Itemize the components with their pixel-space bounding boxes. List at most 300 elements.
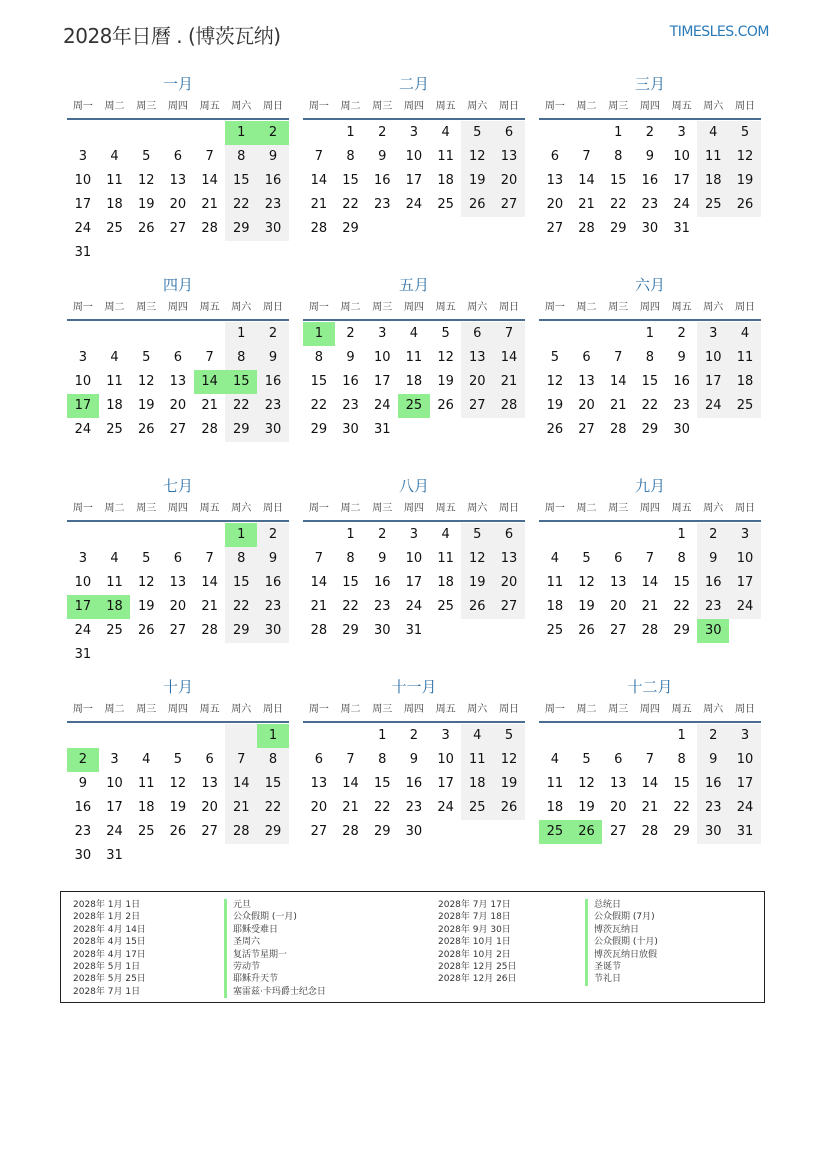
day-cell: 20 (169, 197, 187, 212)
weekday-label: 周日 (262, 704, 283, 715)
month-block (303, 474, 525, 675)
day-cell: 14 (310, 173, 328, 188)
weekday-label: 周一 (72, 704, 93, 715)
weekday-label: 周五 (199, 704, 220, 715)
day-cell: 18 (106, 398, 123, 413)
day-cell: 26 (546, 422, 564, 437)
day-cell: 29 (609, 221, 627, 236)
weekday-label: 周六 (231, 101, 252, 112)
day-cell: 17 (729, 571, 761, 595)
legend-date: 2028年 9月 30日 (438, 924, 511, 935)
day-cell: 23 (257, 394, 289, 418)
legend-dates-right (438, 899, 517, 986)
day-cell: 29 (225, 418, 257, 442)
day-cell: 6 (173, 149, 183, 164)
weekday-header (67, 297, 289, 321)
day-cell: 23 (373, 599, 391, 614)
weekday-label: 周五 (435, 302, 456, 313)
day-cell: 20 (578, 398, 595, 413)
day-cell: 19 (169, 800, 187, 815)
day-grid (539, 724, 761, 844)
weekday-label: 周三 (136, 302, 157, 313)
day-cell: 22 (373, 800, 391, 815)
empty-cell (493, 820, 525, 844)
day-cell: 19 (578, 599, 595, 614)
day-cell: 13 (201, 776, 218, 791)
empty-cell (571, 523, 603, 547)
day-cell: 26 (461, 595, 493, 619)
empty-cell (99, 523, 131, 547)
day-cell: 25 (437, 197, 454, 212)
empty-cell (729, 217, 761, 241)
day-cell: 29 (257, 820, 289, 844)
month-name: 一月 (162, 75, 193, 93)
day-cell: 23 (373, 197, 391, 212)
day-cell: 25 (106, 623, 123, 638)
day-cell: 24 (697, 394, 729, 418)
day-cell: 19 (437, 374, 454, 389)
day-cell: 12 (137, 575, 155, 590)
month-block (303, 273, 525, 474)
day-cell: 3 (78, 350, 87, 365)
day-cell: 16 (373, 575, 391, 590)
day-cell: 1 (645, 326, 655, 341)
day-cell: 6 (314, 752, 323, 767)
day-cell: 28 (578, 221, 595, 236)
month-block (303, 675, 525, 876)
day-cell: 26 (578, 623, 595, 638)
day-cell: 10 (74, 575, 92, 590)
day-cell: 5 (441, 326, 450, 341)
day-cell: 22 (257, 796, 289, 820)
day-cell: 10 (106, 776, 123, 791)
day-cell: 3 (78, 149, 87, 164)
day-cell: 12 (729, 145, 761, 169)
day-cell: 6 (461, 322, 493, 346)
legend-date: 2028年 10月 1日 (438, 937, 511, 948)
day-cell: 7 (314, 149, 323, 164)
day-cell: 24 (74, 221, 92, 236)
weekday-label: 周三 (608, 101, 629, 112)
legend-date: 2028年 7月 18日 (438, 912, 511, 923)
empty-cell (461, 820, 493, 844)
month-block (539, 273, 761, 474)
day-cell: 12 (578, 575, 595, 590)
month-name: 四月 (162, 276, 193, 294)
day-cell: 8 (314, 350, 323, 365)
site-brand[interactable]: TIMESLES.COM (669, 24, 769, 40)
day-cell: 10 (405, 551, 423, 566)
weekday-label: 周一 (72, 101, 93, 112)
weekday-label: 周一 (72, 302, 93, 313)
day-cell: 1 (677, 527, 686, 542)
day-cell: 9 (645, 149, 655, 164)
empty-cell (303, 724, 335, 748)
empty-cell (99, 241, 131, 265)
day-cell: 11 (405, 350, 423, 365)
empty-cell (225, 844, 257, 868)
day-cell: 22 (225, 595, 257, 619)
day-cell: 2 (257, 121, 289, 145)
day-cell: 2 (378, 125, 387, 140)
day-cell: 24 (405, 599, 423, 614)
day-cell: 28 (201, 422, 218, 437)
day-cell: 30 (697, 619, 729, 643)
day-cell: 24 (673, 197, 690, 212)
day-cell: 15 (609, 173, 627, 188)
day-cell: 15 (373, 776, 391, 791)
empty-cell (602, 523, 634, 547)
day-cell: 14 (609, 374, 627, 389)
day-cell: 13 (493, 547, 525, 571)
day-cell: 7 (645, 752, 655, 767)
day-cell: 17 (74, 197, 92, 212)
day-cell: 19 (578, 800, 595, 815)
weekday-label: 周六 (703, 704, 724, 715)
empty-cell (634, 523, 666, 547)
day-cell: 31 (373, 422, 391, 437)
empty-cell (130, 844, 162, 868)
day-cell: 27 (169, 623, 187, 638)
day-cell: 15 (310, 374, 328, 389)
day-cell: 4 (142, 752, 151, 767)
day-cell: 9 (257, 346, 289, 370)
day-grid (303, 322, 525, 442)
day-cell: 19 (137, 398, 155, 413)
weekday-label: 周日 (734, 302, 755, 313)
day-cell: 1 (225, 121, 257, 145)
weekday-label: 周四 (639, 302, 660, 313)
day-cell: 21 (201, 398, 218, 413)
legend-holiday-name: 博茨瓦纳日放假 (585, 949, 658, 961)
empty-cell (162, 643, 194, 667)
day-cell: 13 (461, 346, 493, 370)
legend-date: 2028年 7月 17日 (438, 900, 511, 910)
day-cell: 9 (677, 350, 686, 365)
day-cell: 22 (225, 193, 257, 217)
day-cell: 16 (673, 374, 690, 389)
day-cell: 1 (614, 125, 623, 140)
day-cell: 3 (378, 326, 387, 341)
day-cell: 6 (173, 551, 183, 566)
day-cell: 30 (373, 623, 391, 638)
empty-cell (539, 322, 571, 346)
day-cell: 5 (550, 350, 559, 365)
day-cell: 23 (74, 824, 92, 839)
day-cell: 11 (106, 374, 123, 389)
weekday-label: 周日 (498, 101, 519, 112)
day-cell: 13 (493, 145, 525, 169)
day-cell: 24 (437, 800, 454, 815)
day-cell: 20 (609, 800, 627, 815)
day-cell: 8 (225, 145, 257, 169)
empty-cell (99, 643, 131, 667)
empty-cell (99, 322, 131, 346)
day-cell: 25 (729, 394, 761, 418)
weekday-label: 周二 (104, 101, 125, 112)
day-cell: 1 (346, 527, 355, 542)
day-cell: 30 (697, 820, 729, 844)
weekday-label: 周六 (703, 302, 724, 313)
empty-cell (194, 523, 226, 547)
day-cell: 22 (342, 197, 359, 212)
day-cell: 30 (405, 824, 423, 839)
weekday-label: 周四 (167, 302, 188, 313)
legend-holiday-name: 公众假期 (一月) (224, 911, 326, 923)
weekday-label: 周四 (403, 101, 424, 112)
day-cell: 14 (225, 772, 257, 796)
legend-date: 2028年 7月 1日 (73, 986, 141, 997)
day-cell: 15 (673, 575, 690, 590)
day-cell: 6 (550, 149, 559, 164)
empty-cell (398, 217, 430, 241)
empty-cell (571, 121, 603, 145)
day-cell: 15 (225, 169, 257, 193)
empty-cell (571, 724, 603, 748)
day-cell: 1 (346, 125, 355, 140)
empty-cell (493, 418, 525, 442)
day-cell: 14 (310, 575, 328, 590)
day-cell: 1 (378, 728, 387, 743)
day-cell: 9 (378, 149, 387, 164)
weekday-label: 周四 (639, 503, 660, 514)
legend-holiday-name: 圣周六 (224, 936, 326, 948)
day-cell: 12 (137, 173, 155, 188)
day-cell: 17 (437, 776, 454, 791)
weekday-label: 周日 (734, 503, 755, 514)
weekday-label: 周日 (262, 302, 283, 313)
weekday-label: 周三 (608, 704, 629, 715)
day-cell: 3 (697, 322, 729, 346)
day-cell: 25 (106, 221, 123, 236)
day-grid (67, 322, 289, 442)
day-cell: 20 (169, 599, 187, 614)
day-cell: 22 (310, 398, 328, 413)
day-cell: 12 (493, 748, 525, 772)
day-grid (67, 724, 289, 868)
legend-holiday-name: 圣诞节 (585, 961, 658, 973)
weekday-label: 周一 (72, 503, 93, 514)
empty-cell (130, 241, 162, 265)
day-cell: 30 (257, 217, 289, 241)
day-cell: 7 (225, 748, 257, 772)
day-cell: 11 (437, 149, 454, 164)
day-cell: 14 (201, 575, 218, 590)
legend-date: 2028年 4月 17日 (73, 949, 146, 960)
day-cell: 3 (110, 752, 119, 767)
day-cell: 6 (173, 350, 183, 365)
empty-cell (162, 844, 194, 868)
day-cell: 16 (697, 571, 729, 595)
weekday-label: 周日 (262, 503, 283, 514)
day-cell: 2 (346, 326, 355, 341)
legend-date: 2028年 1月 1日 (73, 900, 141, 910)
month-name: 六月 (634, 276, 665, 294)
day-cell: 31 (74, 647, 92, 662)
weekday-label: 周三 (372, 704, 393, 715)
day-cell: 28 (342, 824, 359, 839)
weekday-header (539, 297, 761, 321)
empty-cell (539, 523, 571, 547)
day-cell: 25 (697, 193, 729, 217)
month-name: 十二月 (627, 678, 673, 696)
day-cell: 13 (609, 575, 627, 590)
day-cell: 18 (461, 772, 493, 796)
day-cell: 10 (729, 547, 761, 571)
empty-cell (729, 619, 761, 643)
day-cell: 9 (378, 551, 387, 566)
day-cell: 11 (697, 145, 729, 169)
day-cell: 18 (437, 575, 454, 590)
day-cell: 31 (673, 221, 690, 236)
day-cell: 24 (373, 398, 391, 413)
weekday-label: 周二 (576, 101, 597, 112)
day-cell: 21 (609, 398, 627, 413)
day-cell: 19 (461, 571, 493, 595)
day-cell: 5 (142, 149, 151, 164)
day-cell: 18 (99, 595, 131, 619)
day-cell: 12 (461, 547, 493, 571)
day-cell: 23 (697, 595, 729, 619)
day-cell: 4 (409, 326, 419, 341)
day-cell: 6 (614, 752, 623, 767)
day-cell: 25 (539, 820, 571, 844)
page-title: 2028年日曆 . (博茨瓦纳) (63, 24, 281, 48)
day-cell: 21 (310, 599, 328, 614)
day-grid (67, 121, 289, 265)
weekday-label: 周六 (231, 704, 252, 715)
day-cell: 21 (310, 197, 328, 212)
legend-holiday-name: 元旦 (224, 899, 326, 911)
day-cell: 19 (546, 398, 564, 413)
day-cell: 27 (169, 221, 187, 236)
day-cell: 26 (137, 221, 155, 236)
month-name: 八月 (398, 477, 429, 495)
day-cell: 15 (225, 370, 257, 394)
month-block (67, 72, 289, 273)
month-block (67, 273, 289, 474)
weekday-header (67, 96, 289, 120)
day-cell: 18 (437, 173, 454, 188)
weekday-header (67, 699, 289, 723)
weekday-label: 周一 (308, 101, 329, 112)
day-cell: 8 (645, 350, 655, 365)
month-block (67, 474, 289, 675)
day-cell: 11 (106, 575, 123, 590)
day-cell: 3 (409, 527, 419, 542)
weekday-label: 周六 (467, 101, 488, 112)
empty-cell (634, 724, 666, 748)
day-cell: 17 (405, 575, 423, 590)
empty-cell (130, 643, 162, 667)
day-cell: 17 (67, 394, 99, 418)
day-cell: 6 (582, 350, 591, 365)
day-cell: 12 (169, 776, 187, 791)
empty-cell (67, 724, 99, 748)
day-cell: 26 (137, 623, 155, 638)
day-grid (539, 523, 761, 643)
day-cell: 23 (697, 796, 729, 820)
day-cell: 4 (441, 125, 450, 140)
weekday-label: 周日 (734, 704, 755, 715)
day-cell: 16 (257, 169, 289, 193)
day-cell: 14 (578, 173, 595, 188)
empty-cell (130, 523, 162, 547)
day-cell: 8 (677, 551, 686, 566)
month-name: 十一月 (391, 678, 437, 696)
day-cell: 12 (461, 145, 493, 169)
day-cell: 31 (405, 623, 423, 638)
weekday-label: 周四 (403, 302, 424, 313)
day-cell: 27 (546, 221, 564, 236)
weekday-header (539, 96, 761, 120)
day-cell: 6 (205, 752, 214, 767)
legend-holiday-name: 劳动节 (224, 961, 326, 973)
day-cell: 7 (493, 322, 525, 346)
day-cell: 13 (169, 173, 187, 188)
day-cell: 21 (225, 796, 257, 820)
day-grid (539, 121, 761, 241)
calendar-grid (67, 72, 761, 877)
legend-holiday-name: 复活节星期一 (224, 949, 326, 961)
day-cell: 3 (729, 523, 761, 547)
day-cell: 2 (677, 326, 686, 341)
legend-holiday-name: 博茨瓦纳日 (585, 924, 658, 936)
day-cell: 21 (641, 800, 659, 815)
day-grid (303, 523, 525, 643)
day-cell: 8 (346, 551, 355, 566)
day-cell: 4 (461, 724, 493, 748)
day-cell: 24 (729, 595, 761, 619)
weekday-header (303, 297, 525, 321)
legend-holiday-name: 耶稣受难日 (224, 924, 326, 936)
day-cell: 27 (609, 824, 627, 839)
day-cell: 8 (346, 149, 355, 164)
legend-holiday-name: 塞雷兹·卡玛爵士纪念日 (224, 986, 326, 998)
day-cell: 8 (614, 149, 623, 164)
empty-cell (225, 241, 257, 265)
day-cell: 10 (673, 149, 690, 164)
legend-date: 2028年 4月 14日 (73, 924, 146, 935)
day-cell: 21 (201, 197, 218, 212)
weekday-label: 周六 (467, 503, 488, 514)
month-name: 五月 (398, 276, 429, 294)
day-cell: 25 (137, 824, 155, 839)
empty-cell (162, 523, 194, 547)
day-cell: 24 (405, 197, 423, 212)
day-cell: 26 (461, 193, 493, 217)
weekday-label: 周五 (199, 101, 220, 112)
weekday-label: 周日 (498, 704, 519, 715)
day-cell: 30 (342, 422, 359, 437)
day-cell: 20 (493, 169, 525, 193)
day-cell: 24 (106, 824, 123, 839)
empty-cell (194, 844, 226, 868)
day-cell: 15 (225, 571, 257, 595)
day-cell: 6 (493, 523, 525, 547)
day-cell: 29 (673, 623, 690, 638)
empty-cell (194, 121, 226, 145)
weekday-label: 周日 (262, 101, 283, 112)
day-cell: 2 (697, 724, 729, 748)
day-cell: 13 (609, 776, 627, 791)
day-cell: 4 (110, 149, 119, 164)
day-cell: 8 (225, 547, 257, 571)
day-cell: 10 (729, 748, 761, 772)
weekday-label: 周一 (308, 302, 329, 313)
day-cell: 7 (205, 350, 214, 365)
weekday-label: 周二 (340, 302, 361, 313)
